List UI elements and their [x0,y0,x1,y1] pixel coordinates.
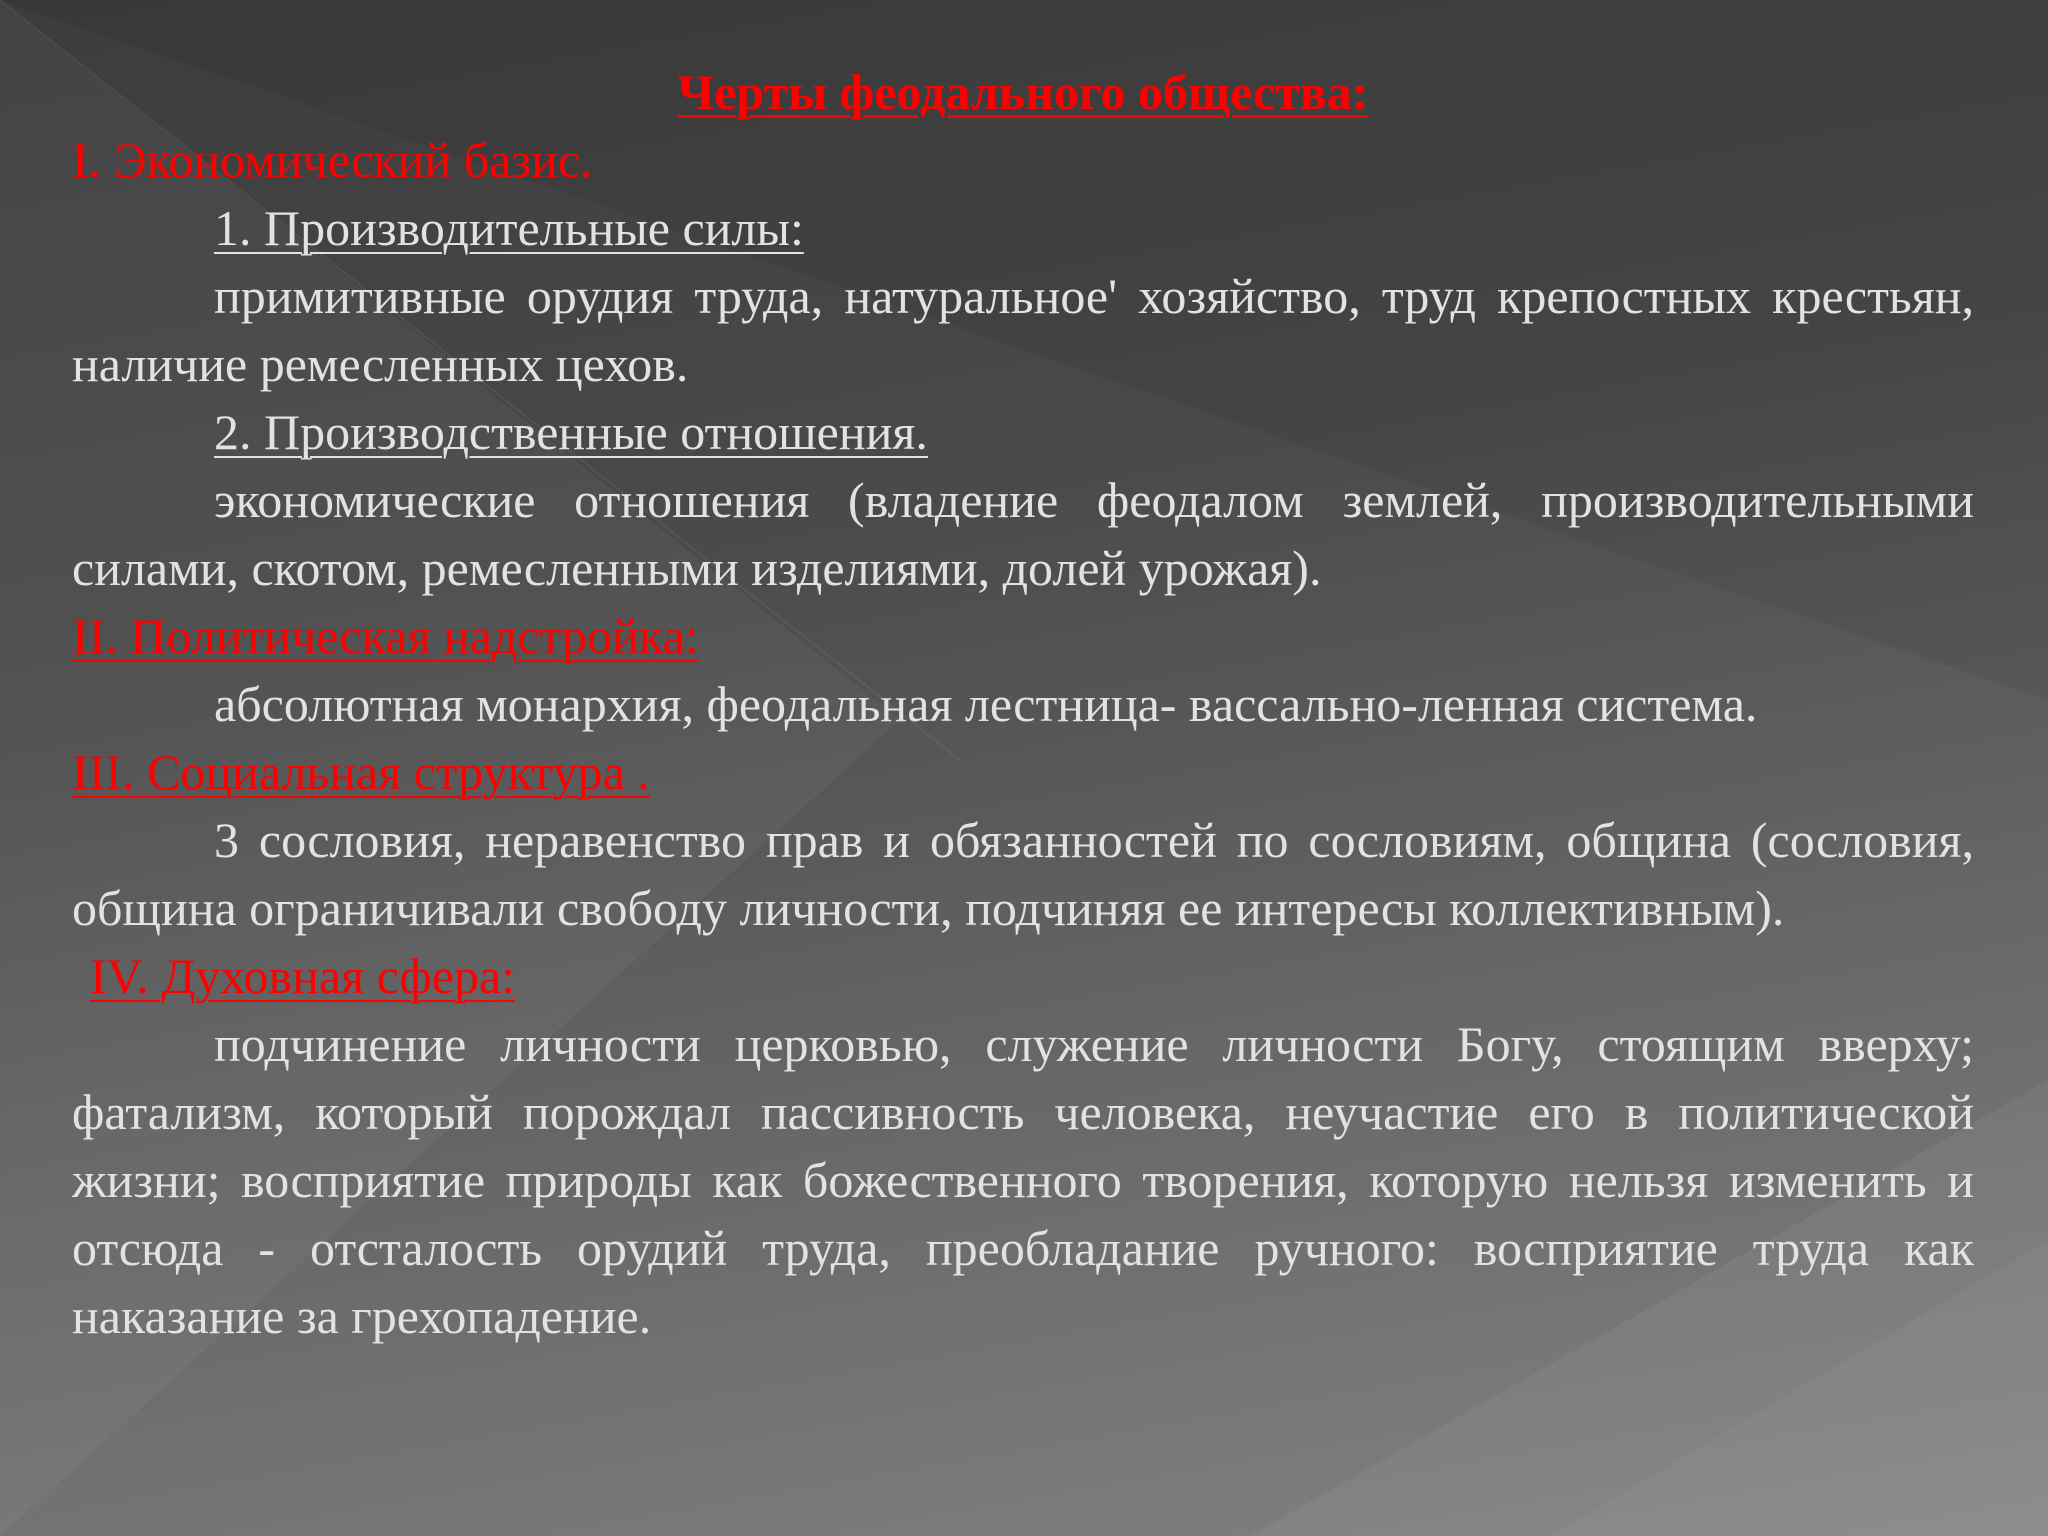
section-social-heading: III. Социальная структура . [72,744,650,800]
subsection-production-relations-heading: 2. Производственные отношения. [214,404,928,460]
social-text: 3 сословия, неравенство прав и обязанностей по сословиям, община (сословия, община ограничивали свободу личности, подчиняя ее интересы коллективным). [72,812,1974,936]
subsection-productive-forces-heading: 1. Производительные силы: [214,200,804,256]
section-economic-heading: I. Экономический базис. [72,132,593,188]
section-political-heading: II. Политическая надстройка: [72,608,699,664]
slide-title: Черты феодального общества: [677,64,1369,120]
slide-content [72,58,1974,1350]
political-text: абсолютная монархия, феодальная лестница- вассально-ленная система. [214,676,1758,732]
section-spiritual-heading: IV. Духовная сфера: [90,948,516,1004]
production-relations-text: экономические отношения (владение феодалом землей, производительными силами, скотом, ремесленными изделиями, долей урожая). [72,472,1974,596]
spiritual-text: подчинение личности церковью, служение личности Богу, стоящим вверху; фатализм, который порождал пассивность человека, неучастие его в политической жизни; восприятие природы как божественного творения, которую нельзя изменить и отсюда - отсталость орудий труда, преобладание ручного: восприятие труда как наказание за грехопадение. [72,1016,1974,1344]
productive-forces-text: примитивные орудия труда, натуральное' хозяйство, труд крепостных крестьян, наличие ремесленных цехов. [72,268,1974,392]
